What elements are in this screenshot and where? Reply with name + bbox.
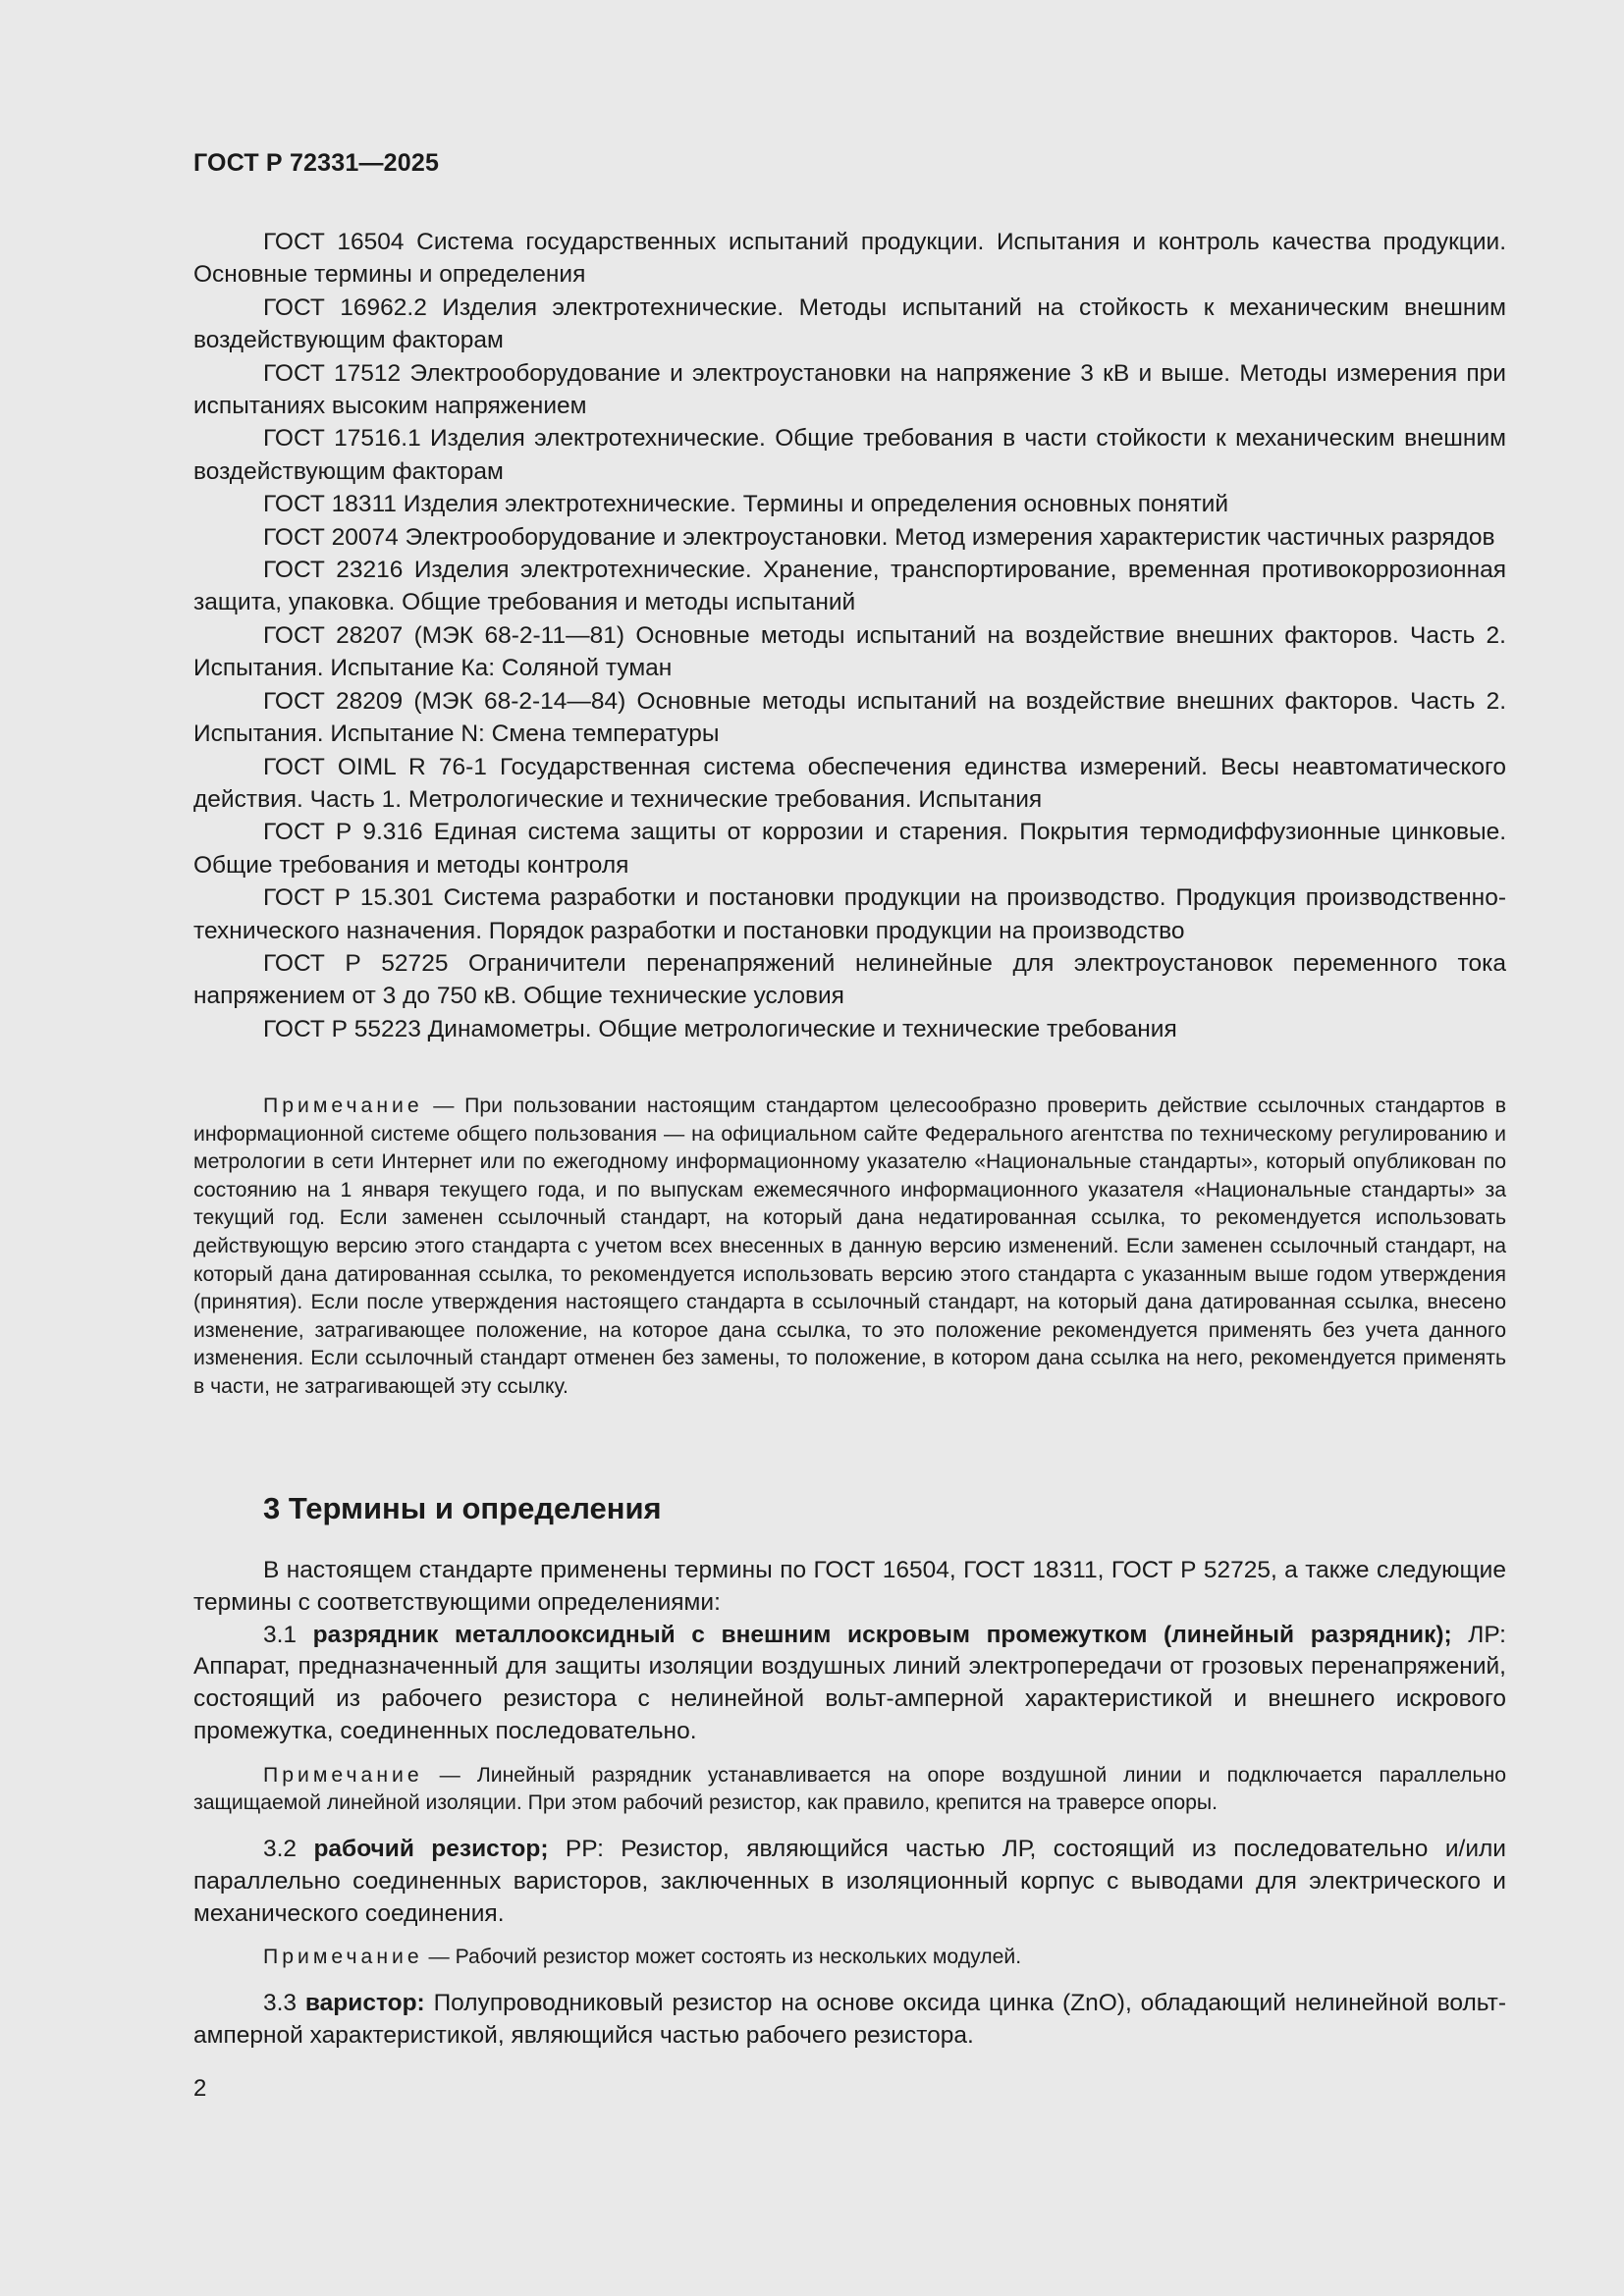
note-text: — Рабочий резистор может состоять из нескольких модулей. (422, 1946, 1022, 1969)
reference-item: ГОСТ OIML R 76-1 Государственная система обеспечения единства измерений. Весы неавтоматического действия. Часть 1. Метрологические и технические требования. Испытания (193, 753, 1506, 813)
reference-item: ГОСТ 18311 Изделия электротехнические. Термины и определения основных понятий (263, 491, 1229, 518)
document-header: ГОСТ Р 72331—2025 (193, 149, 440, 177)
term-entry (193, 1620, 1506, 1748)
term-name: рабочий резистор; (313, 1835, 549, 1862)
note-label: Примечание (263, 1763, 423, 1787)
term-entry (193, 1834, 1506, 1930)
reference-item: ГОСТ 17512 Электрооборудование и электроустановки на напряжение 3 кВ и выше. Методы измерения при испытаниях высоким напряжением (193, 359, 1506, 420)
note-label: Примечание (263, 1095, 423, 1117)
references-note (193, 1093, 1506, 1402)
term-name: разрядник металлооксидный с внешним искровым промежутком (линейный разрядник); (312, 1621, 1452, 1648)
term-note (193, 1762, 1506, 1818)
reference-item: ГОСТ 28207 (МЭК 68-2-11—81) Основные методы испытаний на воздействие внешних факторов. Часть 2. Испытания. Испытание Ка: Соляной туман (193, 621, 1506, 682)
reference-item: ГОСТ Р 15.301 Система разработки и постановки продукции на производство. Продукция производственно-технического назначения. Порядок разработки и постановки продукции на производство (193, 884, 1506, 944)
term-definition: Полупроводниковый резистор на основе оксида цинка (ZnO), обладающий нелинейной вольт-амперной характеристикой, являющийся частью рабочего резистора. (193, 1989, 1506, 2049)
normative-references-list (193, 226, 1506, 1045)
term-number: 3.1 (263, 1621, 313, 1648)
note-text: — При пользовании настоящим стандартом целесообразно проверить действие ссылочных стандартов в информационной системе общего пользования — на официальном сайте Федерального агентства по техническому регулированию и метрологии в сети Интернет или по ежегодному информационному указателю «Национальные стандарты», который опубликован по состоянию на 1 января текущего года, и по выпускам ежемесячного информационного указателя «Национальные стандарты» за текущий год. Если заменен ссылочный стандарт, на который дана недатированная ссылка, то рекомендуется использовать действующую версию этого стандарта с учетом всех внесенных в данную версию изменений. Если заменен ссылочный стандарт, на который дана датированная ссылка, то рекомендуется использовать версию этого стандарта с указанным выше годом утверждения (принятия). Если после утверждения настоящего стандарта в ссылочный стандарт, на который дана датированная ссылка, внесено изменение, затрагивающее положение, на которое дана ссылка, то это положение рекомендуется применять без учета данного изменения. Если ссылочный стандарт отменен без замены, то положение, в котором дана ссылка на него, рекомендуется применять в части, не затрагивающей эту ссылку. (193, 1095, 1506, 1398)
reference-item: ГОСТ Р 52725 Ограничители перенапряжений нелинейные для электроустановок переменного тока напряжением от 3 до 750 кВ. Общие технические условия (193, 949, 1506, 1010)
note-text: — Линейный разрядник устанавливается на опоре воздушной линии и подключается параллельно защищаемой линейной изоляции. При этом рабочий резистор, как правило, крепится на траверсе опоры. (193, 1763, 1506, 1815)
reference-item: ГОСТ 28209 (МЭК 68-2-14—84) Основные методы испытаний на воздействие внешних факторов. Часть 2. Испытания. Испытание N: Смена температуры (193, 687, 1506, 748)
reference-item: ГОСТ 23216 Изделия электротехнические. Хранение, транспортирование, временная противокоррозионная защита, упаковка. Общие требования и методы испытаний (193, 557, 1506, 616)
reference-item: ГОСТ 17516.1 Изделия электротехнические. Общие требования в части стойкости к механическим внешним воздействующим факторам (193, 425, 1506, 485)
term-number: 3.2 (263, 1835, 314, 1862)
term-number: 3.3 (263, 1989, 305, 2016)
section-title: 3 Термины и определения (263, 1491, 662, 1525)
terms-section (193, 1555, 1506, 2053)
reference-item: ГОСТ Р 55223 Динамометры. Общие метрологические и технические требования (263, 1015, 1177, 1042)
reference-item: ГОСТ Р 9.316 Единая система защиты от коррозии и старения. Покрытия термодиффузионные цинковые. Общие требования и методы контроля (193, 819, 1506, 879)
term-entry (193, 1988, 1506, 2053)
term-note (193, 1944, 1506, 1972)
reference-item: ГОСТ 20074 Электрооборудование и электроустановки. Метод измерения характеристик частичных разрядов (263, 523, 1495, 551)
page-number: 2 (193, 2075, 207, 2102)
term-definition: РР: Резистор, являющийся частью ЛР, состоящий из последовательно и/или параллельно соединенных варисторов, заключенных в изоляционный корпус с выводами для электрического и механического соединения. (193, 1835, 1506, 1927)
term-name: варистор: (304, 1989, 425, 2016)
section-intro: В настоящем стандарте применены термины по ГОСТ 16504, ГОСТ 18311, ГОСТ Р 52725, а также следующие термины с соответствующими определениями: (193, 1557, 1506, 1616)
term-definition: ЛР: Аппарат, предназначенный для защиты изоляции воздушных линий электропередачи от грозовых перенапряжений, состоящий из рабочего резистора с нелинейной вольт-амперной характеристикой и внешнего искрового промежутка, соединенных последовательно. (193, 1621, 1506, 1744)
reference-item: ГОСТ 16962.2 Изделия электротехнические. Методы испытаний на стойкость к механическим внешним воздействующим факторам (193, 294, 1506, 354)
note-label: Примечание (263, 1946, 423, 1969)
reference-item: ГОСТ 16504 Система государственных испытаний продукции. Испытания и контроль качества продукции. Основные термины и определения (193, 229, 1506, 289)
